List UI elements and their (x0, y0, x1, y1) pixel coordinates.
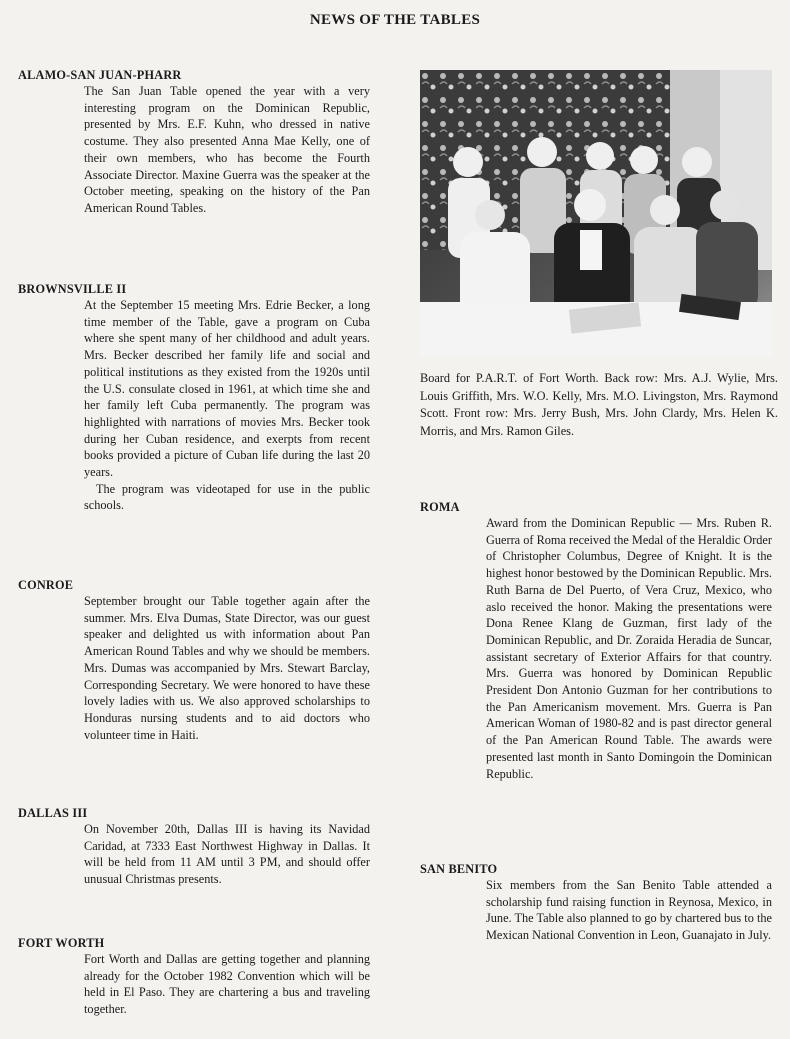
section-paragraph: Fort Worth and Dallas are getting together and planning already for the October 1982 Convention which will be held in El Paso. They are chartering a bus and traveling together. (84, 952, 370, 1017)
section-brownsville-ii (18, 282, 370, 514)
section-alamo-san-juan-pharr (18, 68, 370, 217)
section-heading: ROMA (420, 500, 460, 514)
section-paragraph: On November 20th, Dallas III is having its Navidad Caridad, at 7333 East Northwest Highway in Dallas. It will be held from 11 AM until 3 PM, and should offer unusual Christmas presents. (84, 822, 370, 887)
section-san-benito (420, 862, 772, 944)
section-paragraph: September brought our Table together again after the summer. Mrs. Elva Dumas, State Director, was our guest speaker and delighted us with information about Pan American Round Tables and why we should be members. Mrs. Dumas was accompanied by Mrs. Stewart Barclay, Corresponding Secretary. We were honored to have these lovely ladies with us. We also approved scholarships to Honduras nursing students and to aid doctors who volunteer time in Haiti. (84, 594, 370, 742)
section-paragraph: Award from the Dominican Republic — Mrs. Ruben R. Guerra of Roma received the Medal of the Heraldic Order of Christopher Columbus, Degree of Knight. It is the highest honor bestowed by the Dominican Republic. Mrs. Ruth Barna de Del Puerto, of Vera Cruz, Mexico, who aslo received the honor. Making the presentations were Dona Renee Klang de Guzman, first lady of the Dominican Republic, and Dr. Zoraida Heradia de Suncar, assistant secretary of Exterior Affairs for that country. Mrs. Guerra was honored by Dominican Republic President Don Antonio Guzman for her contributions to the Pan Americanism movement. Mrs. Guerra is Pan American Woman of 1980-82 and is past director general of the Pan American Round Table. The awards were presented last month in Santo Domingoin the Dominican Republic. (486, 516, 772, 781)
section-heading: SAN BENITO (420, 862, 498, 876)
section-heading: DALLAS III (18, 806, 88, 820)
section-roma (420, 500, 772, 782)
section-heading: ALAMO-SAN JUAN-PHARR (18, 68, 182, 82)
group-photo (420, 70, 772, 356)
section-heading: CONROE (18, 578, 74, 592)
section-heading: BROWNSVILLE II (18, 282, 127, 296)
section-paragraph: Six members from the San Benito Table attended a scholarship fund raising function in Reynosa, Mexico, in June. The Table also planned to go by chartered bus to the Mexican National Convention in Leon, Guanajato in July. (486, 878, 772, 943)
section-dallas-iii (18, 806, 370, 888)
section-paragraph: At the September 15 meeting Mrs. Edrie Becker, a long time member of the Table, gave a program on Cuba where she spent many of her childhood and adult years. Mrs. Becker described her family life and social and political institutions as they existed from the 1920s until the U.S. consulate closed in 1961, at which time she and her family left Cuba permanently. The program was highlighted with narrations of movies Mrs. Becker took during her Cuban residence, and exerpts from recent books provided a picture of Cuban life during the last 20 years. (84, 298, 370, 480)
page-title: NEWS OF THE TABLES (309, 12, 481, 28)
photo-caption: Board for P.A.R.T. of Fort Worth. Back row: Mrs. A.J. Wylie, Mrs. Louis Griffith, Mrs. W.O. Kelly, Mrs. M.O. Livingston, Mrs. Raymond Scott. Front row: Mrs. Jerry Bush, Mrs. John Clardy, Mrs. Helen K. Morris, and Mrs. Ramon Giles. (420, 371, 778, 438)
section-paragraph: The San Juan Table opened the year with a very interesting program on the Dominican Republic, presented by Mrs. E.F. Kuhn, who dressed in native costume. They also presented Anna Mae Kelly, one of their own members, who has become the Fourth Associate Director. Maxine Guerra was the speaker at the October meeting, speaking on the history of the Pan American Round Tables. (84, 84, 370, 215)
section-conroe (18, 578, 370, 743)
section-heading: FORT WORTH (18, 936, 105, 950)
section-paragraph: The program was videotaped for use in the public schools. (84, 481, 370, 513)
section-fort-worth (18, 936, 370, 1018)
